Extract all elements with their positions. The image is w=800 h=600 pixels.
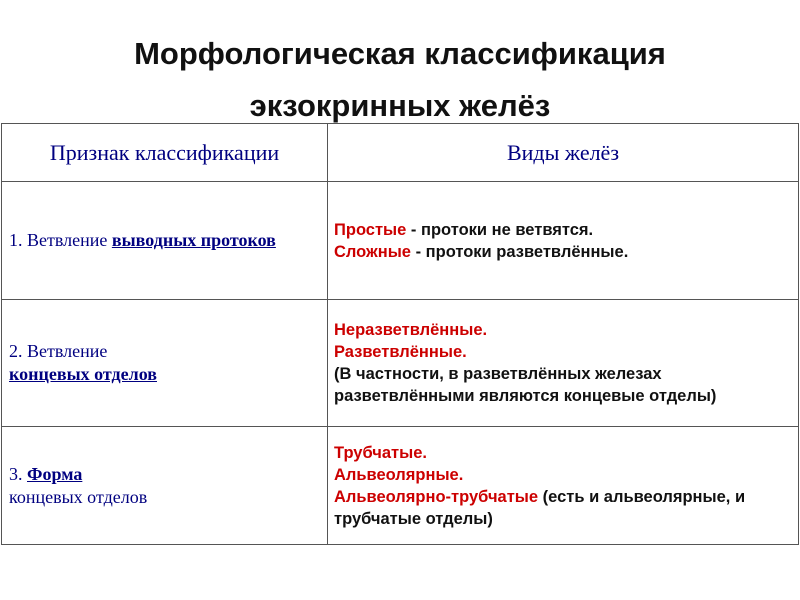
type-line — [334, 486, 790, 530]
table-row — [2, 300, 799, 427]
criterion-cell — [2, 300, 328, 427]
type-name: Простые — [334, 220, 407, 239]
type-description: - протоки не ветвятся. — [406, 220, 594, 239]
type-description: - протоки разветвлённые. — [410, 242, 629, 261]
criterion-prefix: 3. — [9, 463, 27, 484]
criterion-prefix: 1. Ветвление — [9, 230, 112, 250]
page-title — [0, 28, 800, 132]
types-cell — [328, 182, 799, 300]
title-line-2: экзокринных желёз — [249, 88, 551, 123]
type-name: Альвеолярно-трубчатые — [334, 487, 539, 506]
criterion-prefix: 2. Ветвление — [9, 341, 108, 361]
types-cell — [328, 427, 799, 545]
criterion-cell — [2, 427, 328, 545]
header-gland-types: Виды желёз — [328, 124, 799, 182]
title-line-1: Морфологическая классификация — [134, 36, 666, 71]
type-name: Сложные — [334, 242, 411, 261]
table-row — [2, 182, 799, 300]
type-description: (есть и альвеолярные, и трубчатые отделы) — [334, 487, 746, 528]
type-name: Альвеолярные. — [334, 465, 464, 484]
criterion-emphasis: выводных протоков — [111, 230, 276, 250]
criterion-emphasis: концевых отделов — [9, 364, 157, 384]
type-note: (В частности, в разветвлённых железах разветвлёнными являются концевые отделы) — [334, 365, 717, 405]
criterion-suffix: концевых отделов — [9, 486, 148, 507]
criterion-emphasis: Форма — [27, 463, 83, 484]
types-cell — [328, 300, 799, 427]
table-header-row — [2, 124, 799, 182]
type-line — [334, 241, 790, 263]
classification-table — [1, 123, 799, 545]
table-row — [2, 427, 799, 545]
type-name: Неразветвлённые. — [334, 321, 488, 339]
criterion-cell — [2, 182, 328, 300]
header-criterion: Признак классификации — [2, 124, 328, 182]
type-name: Трубчатые. — [334, 443, 427, 462]
type-name: Разветвлённые. — [334, 343, 467, 361]
type-line — [334, 219, 790, 241]
